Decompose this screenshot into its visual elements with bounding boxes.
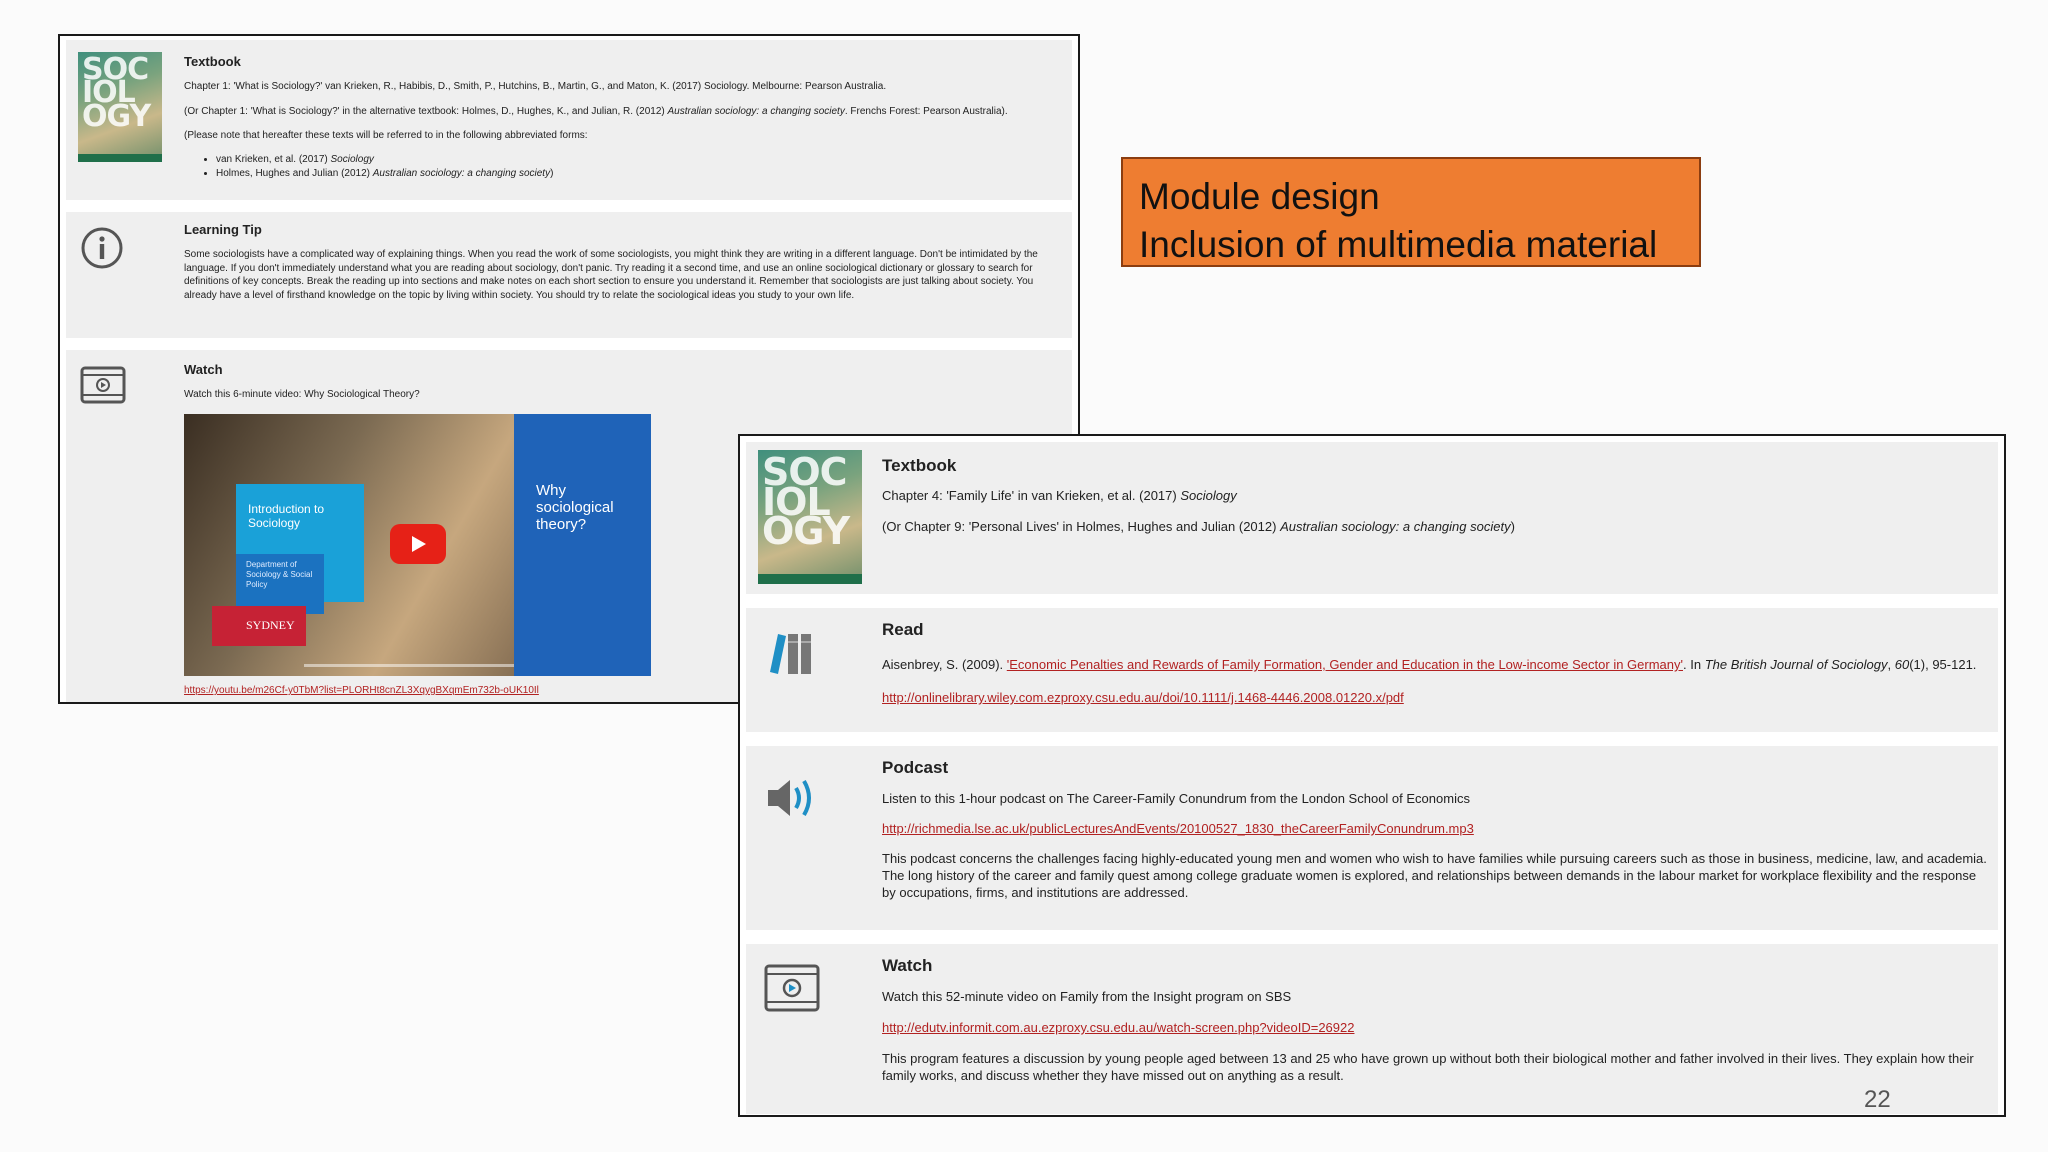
video-icon: [764, 964, 820, 1012]
right-textbook-title: Textbook: [882, 456, 957, 475]
left-tip-body: Some sociologists have a complicated way of explaining things. When you read the work of some sociologists, you might think they are writing in a different language. Don't be intimidated by the language. If you don't immediately understand what you are reading about sociology, don't panic. Try reading it a second time, and use an online sociological dictionary or glossary to search for definitions of key concepts. Break the reading up into sections and make notes on each short section to ensure you understand it. Remember that sociologists are just talking about society. You already have a level of firsthand knowledge on the topic by living within society. You should try to relate the sociological ideas you study to your own life.: [184, 249, 1038, 301]
left-textbook-line2: (Or Chapter 1: 'What is Sociology?' in the alternative textbook: Holmes, D., Hughes, K., and Julian, R. (2012) Australian sociology: a changing society. Frenchs Forest: Pearson Australia).: [184, 106, 1008, 117]
right-watch-section: [746, 944, 1998, 1114]
left-textbook-cover: [78, 52, 162, 162]
page-number: 22: [1864, 1086, 1891, 1113]
watch-url-link[interactable]: http://edutv.informit.com.au.ezproxy.csu.edu.au/watch-screen.php?videoID=26922: [882, 1020, 1355, 1035]
slide-heading-line2: Inclusion of multimedia material: [1139, 224, 1658, 265]
right-textbook-line1: Chapter 4: 'Family Life' in van Krieken, et al. (2017) Sociology: [882, 488, 1237, 503]
left-tip-section: [66, 212, 1072, 338]
left-watch-line: Watch this 6-minute video: Why Sociological Theory?: [184, 389, 420, 400]
right-watch-title: Watch: [882, 956, 933, 975]
left-tip-title: Learning Tip: [184, 222, 262, 237]
video-intro-text: Introduction to Sociology: [248, 502, 325, 530]
left-ref-2: • Holmes, Hughes and Julian (2012) Australian sociology: a changing society): [216, 167, 553, 181]
slide-heading-line1: Module design: [1139, 176, 1380, 217]
read-article-link[interactable]: 'Economic Penalties and Rewards of Family Formation, Gender and Education in the Low-income Sector in Germany': [1006, 657, 1683, 672]
play-icon: [390, 524, 446, 564]
left-watch-link[interactable]: https://youtu.be/m26Cf-y0TbM?list=PLORHt8cnZL3XqygBXqmEm732b-oUK10Il: [184, 685, 539, 696]
right-read-section: [746, 608, 1998, 732]
video-right-panel: [514, 414, 651, 676]
left-textbook-refs: [194, 153, 553, 181]
right-watch-body: This program features a discussion by young people aged between 13 and 25 who have grown up without both their biological mother and father involved in their lives. They explain how their family works, and discuss whether they have missed out on anything as a result.: [882, 1051, 1974, 1083]
slide-heading: [1121, 157, 1701, 267]
left-textbook-line1: Chapter 1: 'What is Sociology?' van Krieken, R., Habibis, D., Smith, P., Hutchins, B., Martin, G., and Maton, K. (2017) Sociology. Melbourne: Pearson Australia.: [184, 81, 887, 92]
left-textbook-section: [66, 40, 1072, 200]
right-read-ref: Aisenbrey, S. (2009). 'Economic Penalties and Rewards of Family Formation, Gender and Education in the Low-income Sector in Germany'. In The British Journal of Sociology, 60(1), 95-121.: [882, 657, 1977, 672]
video-side-text: Why sociological theory?: [536, 482, 614, 533]
right-cover-title: SOC IOL OGY: [762, 450, 850, 554]
right-read-title: Read: [882, 620, 924, 639]
video-dept-text: Department of Sociology & Social Policy: [246, 560, 313, 589]
right-textbook-line2: (Or Chapter 9: 'Personal Lives' in Holmes, Hughes and Julian (2012) Australian sociology: a changing society): [882, 519, 1515, 534]
right-podcast-body: This podcast concerns the challenges facing highly-educated young men and women who wish to have families while pursuing careers such as those in business, medicine, law, and academia. The long history of the career and family quest among college graduate women is explored, and relationships between demands in the labour market for workplace flexibility and the response by occupations, firms, and institutions are addressed.: [882, 851, 1987, 900]
info-icon: [80, 226, 124, 270]
video-thumbnail[interactable]: [184, 414, 651, 676]
left-cover-title: SOC IOL OGY: [82, 52, 151, 134]
podcast-url-link[interactable]: http://richmedia.lse.ac.uk/publicLecturesAndEvents/20100527_1830_theCareerFamilyConundrum.mp3: [882, 821, 1474, 836]
right-textbook-section: [746, 442, 1998, 594]
left-textbook-title: Textbook: [184, 54, 241, 69]
left-watch-title: Watch: [184, 362, 223, 377]
right-textbook-cover: [758, 450, 862, 584]
left-ref-1: • van Krieken, et al. (2017) Sociology: [216, 153, 553, 167]
sydney-logo-text: SYDNEY: [246, 618, 295, 632]
right-podcast-section: [746, 746, 1998, 930]
speaker-icon: [764, 772, 822, 824]
right-podcast-line: Listen to this 1-hour podcast on The Career-Family Conundrum from the London School of Economics: [882, 791, 1470, 806]
play-button[interactable]: [390, 524, 446, 564]
right-watch-line: Watch this 52-minute video on Family from the Insight program on SBS: [882, 989, 1292, 1004]
right-module-screenshot: [738, 434, 2006, 1117]
right-podcast-title: Podcast: [882, 758, 949, 777]
video-icon: [80, 366, 126, 404]
read-url-link[interactable]: http://onlinelibrary.wiley.com.ezproxy.csu.edu.au/doi/10.1111/j.1468-4446.2008.01220.x/pdf: [882, 690, 1404, 705]
books-icon: [764, 630, 820, 676]
left-textbook-line3: (Please note that hereafter these texts will be referred to in the following abbreviated forms:: [184, 130, 588, 141]
video-progress-track: [304, 664, 514, 667]
